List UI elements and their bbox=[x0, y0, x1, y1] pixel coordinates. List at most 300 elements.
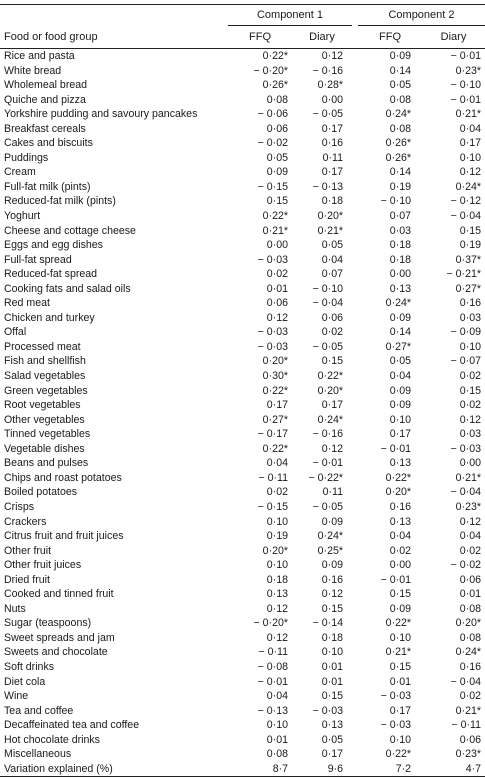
table-row bbox=[0, 602, 485, 617]
table-row bbox=[0, 311, 485, 326]
ffq-1-cell: 0·10 bbox=[266, 515, 288, 528]
diary-1-cell: 0·12 bbox=[321, 588, 343, 601]
food-name-cell: Cooking fats and salad oils bbox=[4, 282, 131, 295]
ffq-2-cell: 0·17 bbox=[389, 428, 411, 441]
ffq-1-cell: − 0·03 bbox=[257, 326, 288, 339]
diary-1-cell: 0·16 bbox=[321, 573, 343, 586]
table-row bbox=[0, 660, 485, 675]
diary-1-cell: 0·15 bbox=[321, 355, 343, 368]
diary-2-cell: − 0·09 bbox=[450, 326, 481, 339]
ffq-2-cell: 0·04 bbox=[389, 530, 411, 543]
ffq-1-cell: − 0·15 bbox=[257, 180, 288, 193]
diary-2-cell: 0·02 bbox=[459, 690, 481, 703]
table-row bbox=[0, 93, 485, 108]
diary-1-cell: 0·20* bbox=[317, 384, 343, 397]
food-name-cell: Sweet spreads and jam bbox=[4, 631, 115, 644]
ffq-1-cell: − 0·02 bbox=[257, 137, 288, 150]
diary-2-cell: 0·23* bbox=[455, 748, 481, 761]
food-name-cell: Yorkshire pudding and savoury pancakes bbox=[4, 108, 198, 121]
food-name-cell: Yoghurt bbox=[4, 210, 41, 223]
food-name-cell: Root vegetables bbox=[4, 399, 81, 412]
diary-1-cell: 0·07 bbox=[321, 268, 343, 281]
diary-2-cell: 0·03 bbox=[459, 311, 481, 324]
diary-1-cell: − 0·03 bbox=[312, 704, 343, 717]
diary-2-cell: 0·12 bbox=[459, 413, 481, 426]
diary-2-cell: 0·00 bbox=[459, 457, 481, 470]
ffq-1-cell: − 0·13 bbox=[257, 704, 288, 717]
diary-1-cell: 0·21* bbox=[317, 224, 343, 237]
ffq-2-cell: 0·03 bbox=[389, 224, 411, 237]
ffq-2-cell: 0·16 bbox=[389, 500, 411, 513]
diary-2-cell: − 0·12 bbox=[450, 195, 481, 208]
ffq-1-cell: 0·27* bbox=[262, 413, 288, 426]
table-row bbox=[0, 427, 485, 442]
food-name-cell: Variation explained (%) bbox=[0, 762, 228, 777]
ffq-1-cell: 0·01 bbox=[266, 282, 288, 295]
food-name-cell: Tea and coffee bbox=[4, 704, 74, 717]
ffq-2-cell: 0·05 bbox=[389, 79, 411, 92]
ffq-2-cell: 0·07 bbox=[389, 210, 411, 223]
diary-1-cell: 0·05 bbox=[321, 239, 343, 252]
diary-2-cell: − 0·04 bbox=[450, 486, 481, 499]
ffq-2-cell: 0·13 bbox=[389, 282, 411, 295]
table-row bbox=[0, 413, 485, 428]
ffq-1-cell: − 0·11 bbox=[258, 646, 288, 659]
ffq-1-cell: 0·10 bbox=[266, 559, 288, 572]
food-column-header: Food or food group bbox=[0, 26, 228, 49]
ffq-1-cell: − 0·03 bbox=[257, 253, 288, 266]
table-row bbox=[0, 209, 485, 224]
ffq-2-cell: 0·22* bbox=[385, 748, 411, 761]
food-name-cell: Reduced-fat milk (pints) bbox=[4, 195, 116, 208]
ffq-1-cell: 0·22* bbox=[262, 210, 288, 223]
table-row bbox=[0, 180, 485, 195]
diary-1-cell: 0·24* bbox=[317, 413, 343, 426]
food-name-cell: Red meat bbox=[4, 297, 50, 310]
ffq-1-cell: 0·04 bbox=[266, 457, 288, 470]
food-name-cell: Green vegetables bbox=[4, 384, 88, 397]
food-name-cell: Wine bbox=[4, 690, 29, 703]
ffq-2-cell: 0·27* bbox=[385, 340, 411, 353]
table-row bbox=[0, 529, 485, 544]
table-row bbox=[0, 645, 485, 660]
ffq-2-cell: 0·10 bbox=[389, 631, 411, 644]
column-header-row bbox=[0, 26, 485, 49]
ffq-1-cell: 0·00 bbox=[266, 239, 288, 252]
food-name-cell: Boiled potatoes bbox=[4, 486, 78, 499]
table-row bbox=[0, 675, 485, 690]
food-name-cell: Breakfast cereals bbox=[4, 122, 86, 135]
ffq-2-cell: 0·14 bbox=[389, 64, 411, 77]
diary-1-cell: 0·22* bbox=[317, 370, 343, 383]
ffq-2-cell: 0·22* bbox=[385, 471, 411, 484]
diary-2-cell: 0·04 bbox=[459, 122, 481, 135]
food-name-cell: Tinned vegetables bbox=[4, 428, 91, 441]
table-row bbox=[0, 354, 485, 369]
table-row bbox=[0, 689, 485, 704]
diary-2-cell: − 0·10 bbox=[450, 79, 481, 92]
diary-1-cell: 0·17 bbox=[321, 399, 343, 412]
ffq-1-cell: 0·04 bbox=[266, 690, 288, 703]
ffq-2-cell: 0·09 bbox=[389, 384, 411, 397]
food-name-cell: Cooked and tinned fruit bbox=[4, 588, 114, 601]
ffq-1-cell: 0·17 bbox=[266, 399, 288, 412]
ffq-2-cell: 0·04 bbox=[389, 370, 411, 383]
food-name-cell: Salad vegetables bbox=[4, 370, 86, 383]
food-name-cell: Cream bbox=[4, 166, 36, 179]
table-row bbox=[0, 282, 485, 297]
diary-1-cell: 0·04 bbox=[321, 253, 343, 266]
ffq-2-cell: 0·09 bbox=[389, 602, 411, 615]
ffq-2-cell: 0·18 bbox=[389, 253, 411, 266]
ffq-1-cell: 0·02 bbox=[266, 486, 288, 499]
food-name-cell: Dried fruit bbox=[4, 573, 50, 586]
table-row bbox=[0, 587, 485, 602]
diary-1-cell: 0·15 bbox=[321, 690, 343, 703]
table-row bbox=[0, 296, 485, 311]
ffq-1-cell: 0·22* bbox=[262, 442, 288, 455]
diary-1-cell: − 0·16 bbox=[312, 64, 343, 77]
table-row bbox=[0, 122, 485, 137]
ffq-1-cell: 0·12 bbox=[266, 631, 288, 644]
ffq-1-cell: 0·22* bbox=[262, 50, 288, 62]
ffq-2-column-header: FFQ bbox=[358, 26, 422, 49]
ffq-2-cell: 0·00 bbox=[389, 268, 411, 281]
diary-2-cell: − 0·02 bbox=[450, 559, 481, 572]
food-name-cell: Miscellaneous bbox=[4, 748, 72, 761]
ffq-2-cell: 0·01 bbox=[389, 675, 411, 688]
table-row bbox=[0, 64, 485, 79]
diary-2-cell: − 0·11 bbox=[451, 719, 481, 732]
food-name-cell: Full-fat spread bbox=[4, 253, 72, 266]
diary-1-cell: − 0·05 bbox=[312, 108, 343, 121]
diary-2-cell: 0·08 bbox=[459, 631, 481, 644]
food-name-cell: Decaffeinated tea and coffee bbox=[4, 719, 140, 732]
diary-1-cell: 0·13 bbox=[321, 719, 343, 732]
diary-1-cell: 0·17 bbox=[321, 122, 343, 135]
ffq-2-cell: − 0·03 bbox=[380, 690, 411, 703]
ffq-1-cell: 0·06 bbox=[266, 122, 288, 135]
table-row bbox=[0, 224, 485, 239]
ffq-1-cell: 0·06 bbox=[266, 297, 288, 310]
diary-2-cell: − 0·07 bbox=[450, 355, 481, 368]
ffq-2-cell: 0·10 bbox=[389, 733, 411, 746]
ffq-1-cell: 8·7 bbox=[228, 762, 292, 777]
table-row bbox=[0, 49, 485, 64]
ffq-2-cell: 0·10 bbox=[389, 413, 411, 426]
food-name-cell: Chicken and turkey bbox=[4, 311, 95, 324]
food-name-cell: Hot chocolate drinks bbox=[4, 733, 100, 746]
ffq-2-cell: 0·21* bbox=[385, 646, 411, 659]
ffq-1-cell: 0·19 bbox=[266, 530, 288, 543]
food-name-cell: Rice and pasta bbox=[4, 50, 75, 62]
ffq-2-cell: 0·09 bbox=[389, 50, 411, 62]
component-2-header: Component 2 bbox=[358, 5, 485, 26]
table-row bbox=[0, 616, 485, 631]
diary-2-cell: 0·03 bbox=[459, 428, 481, 441]
ffq-1-cell: 0·09 bbox=[266, 166, 288, 179]
diary-2-cell: 0·24* bbox=[455, 180, 481, 193]
diary-1-cell: − 0·05 bbox=[312, 340, 343, 353]
diary-1-cell: − 0·22* bbox=[308, 471, 343, 484]
diary-2-cell: 0·02 bbox=[459, 370, 481, 383]
diary-1-cell: 0·12 bbox=[321, 50, 343, 62]
diary-2-cell: 0·10 bbox=[459, 151, 481, 164]
table-row bbox=[0, 718, 485, 733]
table-row bbox=[0, 253, 485, 268]
ffq-1-cell: 0·30* bbox=[262, 370, 288, 383]
ffq-2-cell: 0·13 bbox=[389, 515, 411, 528]
diary-1-cell: 0·20* bbox=[317, 210, 343, 223]
diary-1-cell: 0·24* bbox=[317, 530, 343, 543]
table-row bbox=[0, 384, 485, 399]
diary-1-cell: 0·06 bbox=[321, 311, 343, 324]
food-name-cell: Cakes and biscuits bbox=[4, 137, 93, 150]
diary-1-cell: − 0·01 bbox=[312, 457, 343, 470]
diary-1-cell: − 0·05 bbox=[312, 500, 343, 513]
diary-1-cell: 0·10 bbox=[321, 646, 343, 659]
table-row bbox=[0, 747, 485, 762]
ffq-1-cell: − 0·15 bbox=[257, 500, 288, 513]
table-header bbox=[0, 5, 485, 49]
diary-1-cell: 0·11 bbox=[322, 486, 343, 499]
diary-1-cell: 0·28* bbox=[317, 79, 343, 92]
diary-1-cell: 0·17 bbox=[321, 166, 343, 179]
diary-2-cell: 0·37* bbox=[455, 253, 481, 266]
table-row bbox=[0, 733, 485, 748]
table-row bbox=[0, 573, 485, 588]
ffq-2-cell: 0·24* bbox=[385, 297, 411, 310]
diary-2-cell: 0·27* bbox=[455, 282, 481, 295]
ffq-2-cell: 0·13 bbox=[389, 457, 411, 470]
ffq-1-cell: 0·01 bbox=[266, 733, 288, 746]
ffq-2-cell: 0·17 bbox=[389, 704, 411, 717]
table-row bbox=[0, 631, 485, 646]
diary-2-cell: 0·19 bbox=[459, 239, 481, 252]
food-name-cell: White bread bbox=[4, 64, 62, 77]
food-name-cell: Cheese and cottage cheese bbox=[4, 224, 136, 237]
ffq-2-cell: 0·09 bbox=[389, 311, 411, 324]
table-row bbox=[0, 238, 485, 253]
diary-2-cell: − 0·01 bbox=[450, 93, 481, 106]
diary-2-cell: 0·23* bbox=[455, 64, 481, 77]
diary-1-cell: − 0·13 bbox=[312, 180, 343, 193]
diary-2-column-header: Diary bbox=[422, 26, 485, 49]
table-row bbox=[0, 267, 485, 282]
ffq-2-cell: − 0·01 bbox=[380, 573, 411, 586]
table-row bbox=[0, 544, 485, 559]
table-row bbox=[0, 194, 485, 209]
ffq-2-cell: 0·26* bbox=[385, 137, 411, 150]
diary-2-cell: 0·23* bbox=[455, 500, 481, 513]
ffq-2-cell: 0·08 bbox=[389, 93, 411, 106]
ffq-2-cell: 0·09 bbox=[389, 399, 411, 412]
table-row bbox=[0, 471, 485, 486]
table-row bbox=[0, 165, 485, 180]
diary-1-cell: 0·01 bbox=[321, 675, 343, 688]
table-row bbox=[0, 398, 485, 413]
diary-1-cell: 0·15 bbox=[321, 602, 343, 615]
table-row bbox=[0, 340, 485, 355]
diary-1-cell: 0·01 bbox=[321, 660, 343, 673]
diary-2-cell: 0·24* bbox=[455, 646, 481, 659]
diary-1-cell: − 0·16 bbox=[312, 428, 343, 441]
ffq-2-cell: 0·20* bbox=[385, 486, 411, 499]
diary-2-cell: 0·10 bbox=[459, 340, 481, 353]
component-header-row bbox=[0, 5, 485, 26]
diary-2-cell: 0·08 bbox=[459, 602, 481, 615]
ffq-1-cell: 0·20* bbox=[262, 544, 288, 557]
food-name-cell: Other fruit bbox=[4, 544, 52, 557]
food-name-cell: Chips and roast potatoes bbox=[4, 471, 122, 484]
food-name-cell: Vegetable dishes bbox=[4, 442, 85, 455]
table-row bbox=[0, 78, 485, 93]
diary-2-cell: − 0·01 bbox=[450, 50, 481, 62]
table-row bbox=[0, 485, 485, 500]
ffq-2-cell: 0·22* bbox=[385, 617, 411, 630]
diary-2-cell: 0·06 bbox=[459, 733, 481, 746]
food-name-cell: Wholemeal bread bbox=[4, 79, 88, 92]
ffq-2-cell: 0·15 bbox=[389, 588, 411, 601]
diary-2-cell: 0·20* bbox=[455, 617, 481, 630]
food-name-cell: Crisps bbox=[4, 500, 35, 513]
ffq-2-cell: − 0·01 bbox=[380, 442, 411, 455]
ffq-2-cell: 0·00 bbox=[389, 559, 411, 572]
diary-2-cell: 0·17 bbox=[459, 137, 481, 150]
ffq-2-cell: 0·15 bbox=[389, 660, 411, 673]
diary-2-cell: 0·06 bbox=[459, 573, 481, 586]
diary-1-cell: 0·02 bbox=[321, 326, 343, 339]
ffq-1-cell: − 0·01 bbox=[257, 675, 288, 688]
diary-2-cell: 0·15 bbox=[459, 224, 481, 237]
diary-2-cell: 0·15 bbox=[459, 384, 481, 397]
ffq-2-cell: 0·02 bbox=[389, 544, 411, 557]
food-name-cell: Other vegetables bbox=[4, 413, 85, 426]
diary-2-cell: − 0·21* bbox=[446, 268, 481, 281]
diary-2-cell: 4·7 bbox=[422, 762, 485, 777]
table-row bbox=[0, 762, 485, 777]
table-row bbox=[0, 704, 485, 719]
table-row bbox=[0, 456, 485, 471]
ffq-1-cell: 0·05 bbox=[266, 151, 288, 164]
diary-1-cell: 0·11 bbox=[322, 151, 343, 164]
diary-1-cell: 0·12 bbox=[321, 442, 343, 455]
diary-1-cell: − 0·14 bbox=[312, 617, 343, 630]
component-1-header: Component 1 bbox=[228, 5, 352, 26]
diary-1-cell: 9·6 bbox=[292, 762, 352, 777]
diary-1-cell: 0·16 bbox=[321, 137, 343, 150]
diary-2-cell: 0·02 bbox=[459, 399, 481, 412]
ffq-2-cell: 0·18 bbox=[389, 239, 411, 252]
food-name-cell: Other fruit juices bbox=[4, 559, 82, 572]
diary-2-cell: 0·16 bbox=[459, 660, 481, 673]
table-row bbox=[0, 369, 485, 384]
ffq-1-cell: 0·22* bbox=[262, 384, 288, 397]
ffq-1-cell: − 0·20* bbox=[253, 617, 288, 630]
ffq-1-cell: 0·21* bbox=[262, 224, 288, 237]
component-loadings-table bbox=[0, 4, 485, 777]
diary-2-cell: 0·21* bbox=[455, 704, 481, 717]
ffq-1-cell: − 0·17 bbox=[257, 428, 288, 441]
diary-2-cell: 0·21* bbox=[455, 471, 481, 484]
ffq-2-cell: 0·24* bbox=[385, 108, 411, 121]
ffq-1-cell: 0·08 bbox=[266, 748, 288, 761]
food-name-cell: Offal bbox=[4, 326, 27, 339]
diary-2-cell: − 0·04 bbox=[450, 210, 481, 223]
food-name-cell: Sugar (teaspoons) bbox=[4, 617, 92, 630]
ffq-1-cell: 0·08 bbox=[266, 93, 288, 106]
ffq-1-cell: − 0·11 bbox=[258, 471, 288, 484]
ffq-1-column-header: FFQ bbox=[228, 26, 292, 49]
diary-1-cell: 0·18 bbox=[321, 631, 343, 644]
diary-2-cell: 0·12 bbox=[459, 515, 481, 528]
diary-1-cell: 0·09 bbox=[321, 515, 343, 528]
ffq-1-cell: 0·12 bbox=[266, 602, 288, 615]
food-name-cell: Quiche and pizza bbox=[4, 93, 86, 106]
food-name-cell: Nuts bbox=[4, 602, 26, 615]
food-name-cell: Reduced-fat spread bbox=[4, 268, 98, 281]
table-row bbox=[0, 515, 485, 530]
table-row bbox=[0, 107, 485, 122]
food-name-cell: Citrus fruit and fruit juices bbox=[4, 530, 124, 543]
diary-1-cell: − 0·04 bbox=[312, 297, 343, 310]
ffq-2-cell: 0·14 bbox=[389, 326, 411, 339]
ffq-2-cell: 0·14 bbox=[389, 166, 411, 179]
diary-1-cell: 0·09 bbox=[321, 559, 343, 572]
ffq-1-cell: 0·02 bbox=[266, 268, 288, 281]
ffq-2-cell: 7·2 bbox=[358, 762, 422, 777]
diary-2-cell: 0·12 bbox=[459, 166, 481, 179]
ffq-1-cell: − 0·20* bbox=[253, 64, 288, 77]
ffq-2-cell: − 0·10 bbox=[380, 195, 411, 208]
diary-2-cell: 0·21* bbox=[455, 108, 481, 121]
diary-2-cell: 0·02 bbox=[459, 544, 481, 557]
food-name-cell: Puddings bbox=[4, 151, 49, 164]
diary-1-cell: 0·05 bbox=[321, 733, 343, 746]
food-name-cell: Full-fat milk (pints) bbox=[4, 180, 91, 193]
diary-1-cell: 0·17 bbox=[321, 748, 343, 761]
ffq-1-cell: 0·15 bbox=[266, 195, 288, 208]
food-name-cell: Sweets and chocolate bbox=[4, 646, 108, 659]
ffq-1-cell: 0·18 bbox=[266, 573, 288, 586]
ffq-1-cell: 0·13 bbox=[266, 588, 288, 601]
table-row bbox=[0, 325, 485, 340]
ffq-2-cell: 0·26* bbox=[385, 151, 411, 164]
diary-2-cell: 0·04 bbox=[459, 530, 481, 543]
ffq-1-cell: − 0·03 bbox=[257, 340, 288, 353]
diary-2-cell: 0·01 bbox=[459, 588, 481, 601]
food-name-cell: Processed meat bbox=[4, 340, 81, 353]
table-row bbox=[0, 151, 485, 166]
diary-2-cell: − 0·03 bbox=[450, 442, 481, 455]
diary-1-cell: 0·18 bbox=[321, 195, 343, 208]
diary-2-cell: − 0·04 bbox=[450, 675, 481, 688]
ffq-1-cell: 0·12 bbox=[266, 311, 288, 324]
ffq-2-cell: 0·19 bbox=[389, 180, 411, 193]
food-name-cell: Soft drinks bbox=[4, 660, 55, 673]
ffq-2-cell: 0·08 bbox=[389, 122, 411, 135]
diary-1-column-header: Diary bbox=[292, 26, 352, 49]
ffq-1-cell: 0·26* bbox=[262, 79, 288, 92]
table-row bbox=[0, 558, 485, 573]
table-row bbox=[0, 500, 485, 515]
table-row bbox=[0, 136, 485, 151]
ffq-2-cell: 0·05 bbox=[389, 355, 411, 368]
diary-2-cell: 0·16 bbox=[459, 297, 481, 310]
food-name-cell: Crackers bbox=[4, 515, 47, 528]
ffq-1-cell: − 0·08 bbox=[257, 660, 288, 673]
diary-1-cell: 0·25* bbox=[317, 544, 343, 557]
